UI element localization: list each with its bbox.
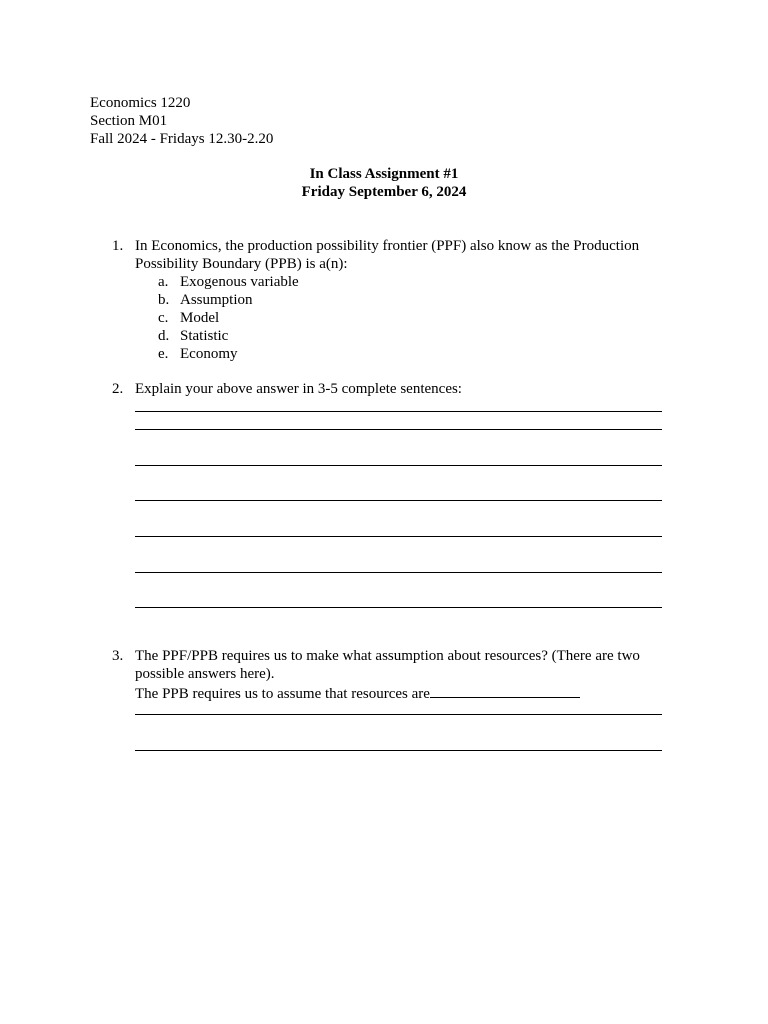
option-text: Economy [180, 346, 238, 362]
question-number: 1. [112, 238, 124, 254]
question-1 [112, 237, 672, 363]
answer-line[interactable] [135, 465, 662, 466]
assignment-date: Friday September 6, 2024 [301, 184, 467, 200]
question-number: 2. [112, 381, 124, 397]
option-b [158, 291, 672, 309]
option-text: Statistic [180, 328, 229, 344]
assignment-title-line1: In Class Assignment #1 [309, 166, 459, 182]
answer-line[interactable] [135, 429, 662, 430]
option-letter: c. [158, 310, 169, 326]
followup-text: The PPB requires us to assume that resources are [135, 686, 430, 702]
option-text: Model [180, 310, 220, 326]
document-header [90, 94, 273, 148]
section-label: Section M01 [90, 113, 168, 129]
answer-line[interactable] [135, 572, 662, 573]
option-text: Assumption [180, 292, 253, 308]
answer-line[interactable] [135, 411, 662, 412]
course-name: Economics 1220 [90, 95, 191, 111]
option-list [158, 273, 672, 363]
fill-in-blank[interactable] [430, 683, 580, 698]
question-2 [112, 380, 672, 398]
answer-line[interactable] [135, 714, 662, 715]
option-letter: e. [158, 346, 169, 362]
answer-line[interactable] [135, 607, 662, 608]
option-a [158, 273, 672, 291]
question-followup [135, 683, 662, 703]
option-c [158, 309, 672, 327]
question-text: The PPF/PPB requires us to make what assumption about resources? (There are two possible answers here). [135, 648, 640, 682]
option-letter: a. [158, 274, 169, 290]
answer-line[interactable] [135, 500, 662, 501]
question-text: Explain your above answer in 3-5 complete sentences: [135, 381, 462, 397]
option-d [158, 327, 672, 345]
option-e [158, 345, 672, 363]
question-number: 3. [112, 648, 124, 664]
question-text: In Economics, the production possibility frontier (PPF) also know as the Production Possibility Boundary (PPB) is a(n): [135, 238, 640, 272]
option-letter: b. [158, 292, 170, 308]
answer-line[interactable] [135, 750, 662, 751]
question-3 [112, 647, 672, 703]
option-text: Exogenous variable [180, 274, 299, 290]
answer-line[interactable] [135, 536, 662, 537]
option-letter: d. [158, 328, 170, 344]
term-schedule: Fall 2024 - Fridays 12.30-2.20 [90, 131, 274, 147]
assignment-title [0, 165, 768, 201]
